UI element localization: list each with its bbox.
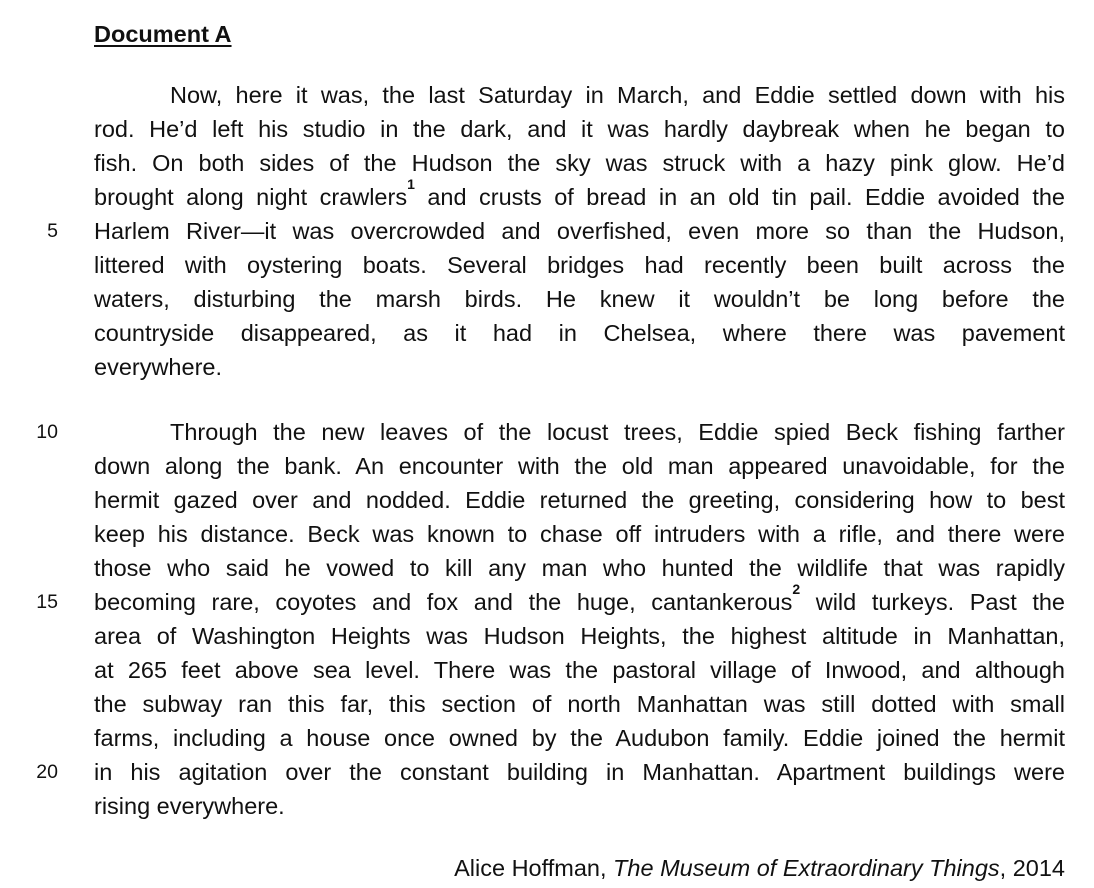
text-line: Now, here it was, the last Saturday in March, and Eddie settled down with his (170, 82, 1065, 108)
text-line: down along the bank. An encounter with the old man appeared unavoidable, for the (94, 453, 1065, 479)
citation-author: Alice Hoffman, (454, 855, 607, 881)
text-line: area of Washington Heights was Hudson Heights, the highest altitude in Manhattan, (94, 623, 1065, 649)
footnote-marker-2: 2 (792, 581, 801, 597)
text-line: in his agitation over the constant building in Manhattan. Apartment buildings were (94, 759, 1065, 785)
citation (454, 851, 1065, 885)
text-line: Through the new leaves of the locust trees, Eddie spied Beck fishing farther (170, 419, 1065, 445)
text-line: rising everywhere. (94, 793, 285, 819)
text-line: those who said he vowed to kill any man who hunted the wildlife that was rapidly (94, 555, 1065, 581)
footnote-marker-1: 1 (407, 176, 415, 192)
document-heading: Document A (94, 21, 232, 47)
text-line: fish. On both sides of the Hudson the sky was struck with a hazy pink glow. He’d (94, 150, 1065, 176)
line-number: 10 (36, 421, 58, 443)
text-line: hermit gazed over and nodded. Eddie returned the greeting, considering how to best (94, 487, 1065, 513)
text-line: the subway ran this far, this section of north Manhattan was still dotted with small (94, 691, 1065, 717)
text-line: everywhere. (94, 354, 222, 380)
text-line: farms, including a house once owned by the Audubon family. Eddie joined the hermit (94, 725, 1065, 751)
text-segment: and crusts of bread in an old tin pail. Eddie avoided the (414, 184, 1065, 210)
text-segment: brought along night crawlers (94, 184, 408, 210)
text-line: littered with oystering boats. Several bridges had recently been built across the (94, 252, 1065, 278)
text-line: keep his distance. Beck was known to chase off intruders with a rifle, and there were (94, 521, 1065, 547)
text-line: at 265 feet above sea level. There was the pastoral village of Inwood, and although (94, 657, 1065, 683)
text-line: waters, disturbing the marsh birds. He knew it wouldn’t be long before the (94, 286, 1065, 312)
citation-year: , 2014 (999, 855, 1065, 881)
text-line: Harlem River—it was overcrowded and overfished, even more so than the Hudson, (94, 218, 1065, 244)
text-line (94, 176, 1065, 214)
line-number: 20 (36, 761, 58, 783)
text-line (94, 581, 1065, 619)
line-number: 5 (47, 220, 58, 242)
text-segment: wild turkeys. Past the (800, 589, 1065, 615)
text-segment: becoming rare, coyotes and fox and the huge, cantankerous (94, 589, 793, 615)
text-line: rod. He’d left his studio in the dark, and it was hardly daybreak when he began to (94, 116, 1065, 142)
text-line: countryside disappeared, as it had in Chelsea, where there was pavement (94, 320, 1065, 346)
citation-title: The Museum of Extraordinary Things (613, 855, 1000, 881)
line-number: 15 (36, 591, 58, 613)
